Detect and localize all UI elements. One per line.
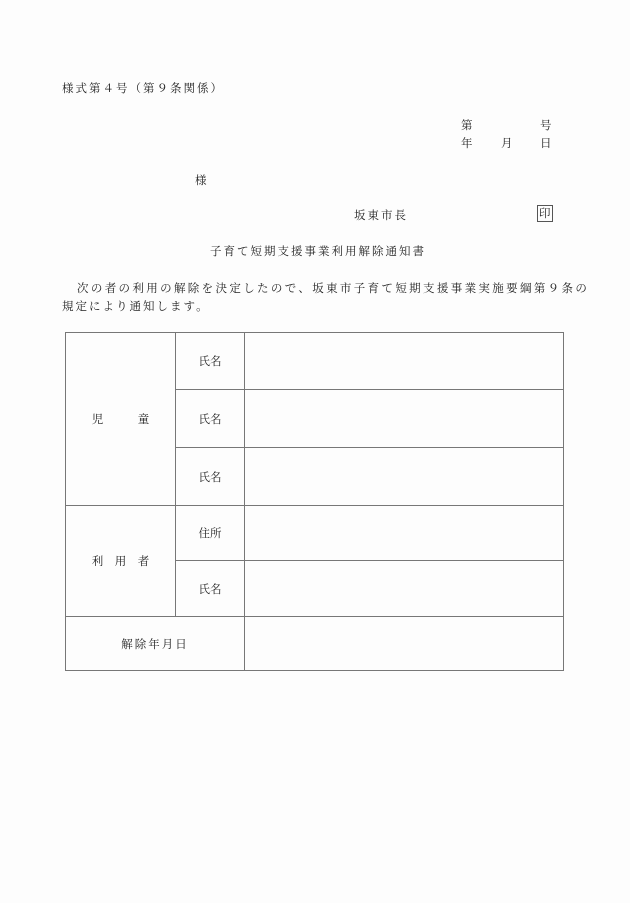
table-row <box>66 333 564 390</box>
child-name-value-2[interactable] <box>245 390 564 448</box>
user-name-label: 氏名 <box>176 561 245 617</box>
user-address-label: 住所 <box>176 506 245 561</box>
doc-number-suffix: 号 <box>540 118 552 132</box>
cancel-date-value[interactable] <box>245 617 564 671</box>
body-line-2: 規定により通知します。 <box>62 299 210 313</box>
table-row <box>66 617 564 671</box>
child-name-label: 氏名 <box>176 448 245 506</box>
doc-number-prefix: 第 <box>461 118 473 132</box>
user-address-value[interactable] <box>245 506 564 561</box>
child-section-label: 児 童 <box>66 333 176 506</box>
date-month: 月 <box>501 136 513 150</box>
body-line-1: 次の者の利用の解除を決定したので、坂東市子育て短期支援事業実施要綱第９条の <box>77 281 590 295</box>
child-name-label: 氏名 <box>176 390 245 448</box>
document-title: 子育て短期支援事業利用解除通知書 <box>210 244 426 258</box>
notification-table <box>65 332 564 671</box>
user-name-value[interactable] <box>245 561 564 617</box>
date-day: 日 <box>540 136 552 150</box>
cancel-date-label: 解除年月日 <box>66 617 245 671</box>
child-name-label: 氏名 <box>176 333 245 390</box>
seal-mark <box>537 205 553 222</box>
user-section-label: 利 用 者 <box>66 506 176 617</box>
seal-icon: 印 <box>539 206 551 220</box>
child-name-value-1[interactable] <box>245 333 564 390</box>
form-number: 様式第４号（第９条関係） <box>62 81 224 95</box>
issuer-title: 坂東市長 <box>354 208 408 222</box>
child-name-value-3[interactable] <box>245 448 564 506</box>
addressee-honorific: 様 <box>195 173 207 187</box>
table-row <box>66 506 564 561</box>
date-year: 年 <box>461 136 473 150</box>
